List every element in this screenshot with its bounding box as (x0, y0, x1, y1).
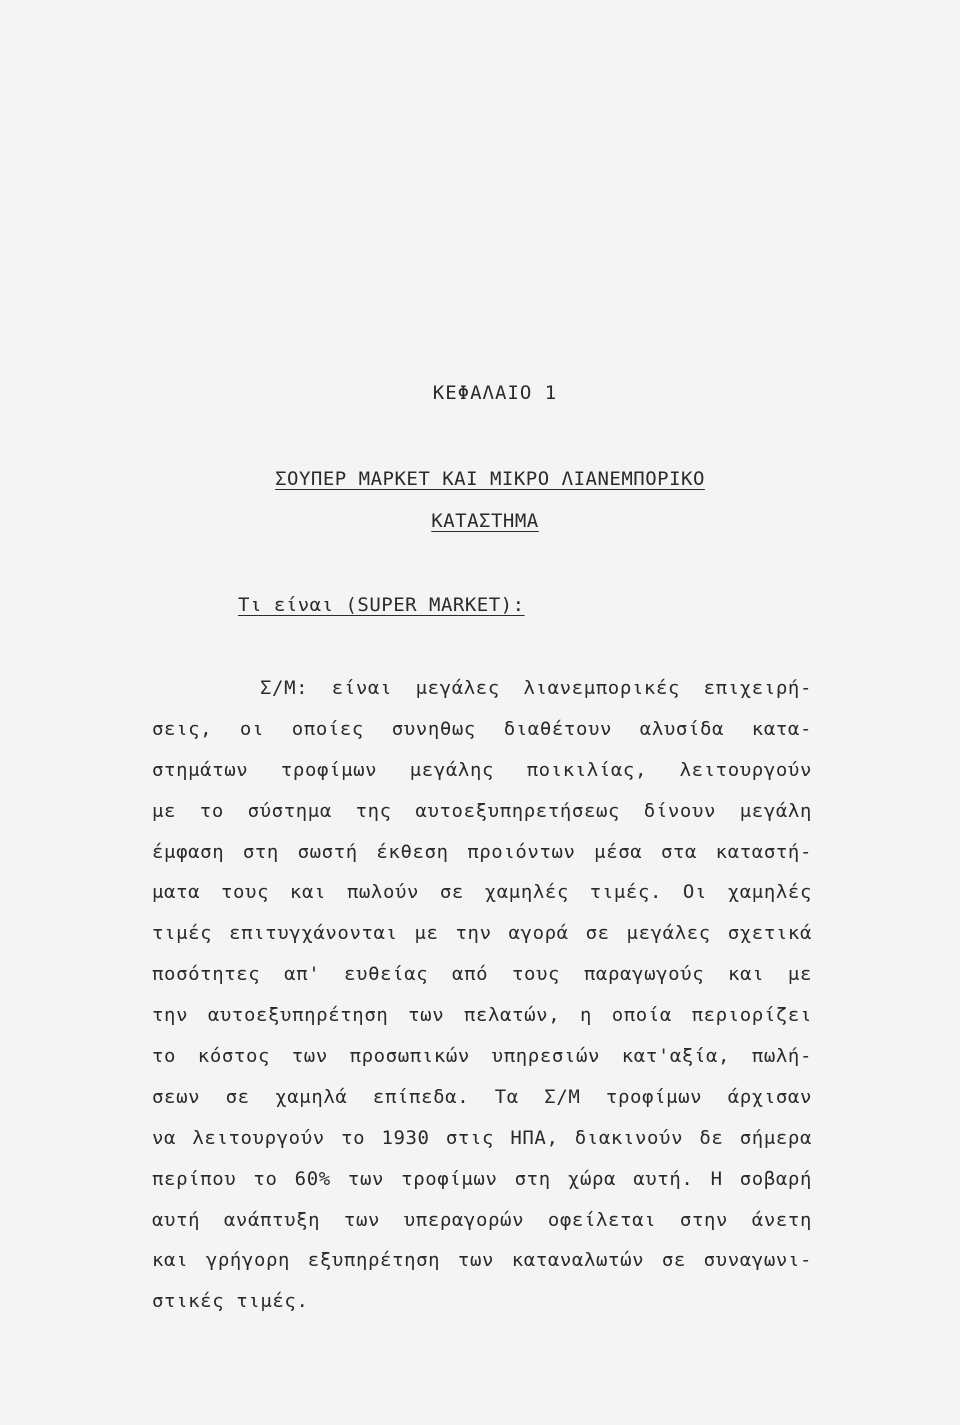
paragraph-line: το κόστος των προσωπικών υπηρεσιών κατ'αξία, πωλή- (152, 1045, 812, 1068)
body-paragraph (152, 668, 812, 1322)
paragraph-line: στημάτων τροφίμων μεγάλης ποικιλίας, λειτουργούν (152, 758, 812, 781)
paragraph-line: Σ/Μ: είναι μεγάλες λιανεμπορικές επιχειρή- (260, 677, 812, 699)
paragraph-line: ματα τους και πωλούν σε χαμηλές τιμές. Οι χαμηλές (152, 881, 812, 904)
section-subheading: Τι είναι (SUPER MARKET): (238, 594, 525, 616)
chapter-heading: ΚΕΦΑΛΑΙΟ 1 (432, 382, 558, 404)
chapter-title-line-1 (0, 468, 960, 490)
paragraph-line: τιμές επιτυγχάνονται με την αγορά σε μεγάλες σχετικά (152, 922, 812, 945)
paragraph-line: σεων σε χαμηλά επίπεδα. Τα Σ/Μ τροφίμων άρχισαν (152, 1085, 812, 1108)
paragraph-line: να λειτουργούν το 1930 στις ΗΠΑ, διακινούν δε σήμερα (152, 1126, 812, 1149)
chapter-title-text-1: ΣΟΥΠΕΡ ΜΑΡΚΕΤ ΚΑΙ ΜΙΚΡΟ ΛΙΑΝΕΜΠΟΡΙΚΟ (275, 468, 705, 490)
paragraph-line: σεις, οι οποίες συνηθως διαθέτουν αλυσίδα κατα- (152, 717, 812, 740)
paragraph-line: αυτή ανάπτυξη των υπεραγορών οφείλεται στην άνετη (152, 1208, 812, 1231)
paragraph-line: έμφαση στη σωστή έκθεση προιόντων μέσα στα καταστή- (152, 840, 812, 863)
paragraph-line: την αυτοεξυπηρέτηση των πελατών, η οποία περιορίζει (152, 1004, 812, 1027)
paragraph-line: στικές τιμές. (152, 1290, 309, 1313)
paragraph-line: περίπου το 60% των τροφίμων στη χώρα αυτή. Η σοβαρή (152, 1167, 812, 1190)
chapter-title-line-2 (0, 510, 960, 532)
paragraph-line: ποσότητες απ' ευθείας από τους παραγωγούς και με (152, 963, 812, 986)
paragraph-line: και γρήγορη εξυπηρέτηση των καταναλωτών σε συναγωνι- (152, 1249, 812, 1272)
paragraph-line: με το σύστημα της αυτοεξυπηρετήσεως δίνουν μεγάλη (152, 799, 812, 822)
chapter-title-text-2: ΚΑΤΑΣΤΗΜΑ (431, 510, 539, 532)
